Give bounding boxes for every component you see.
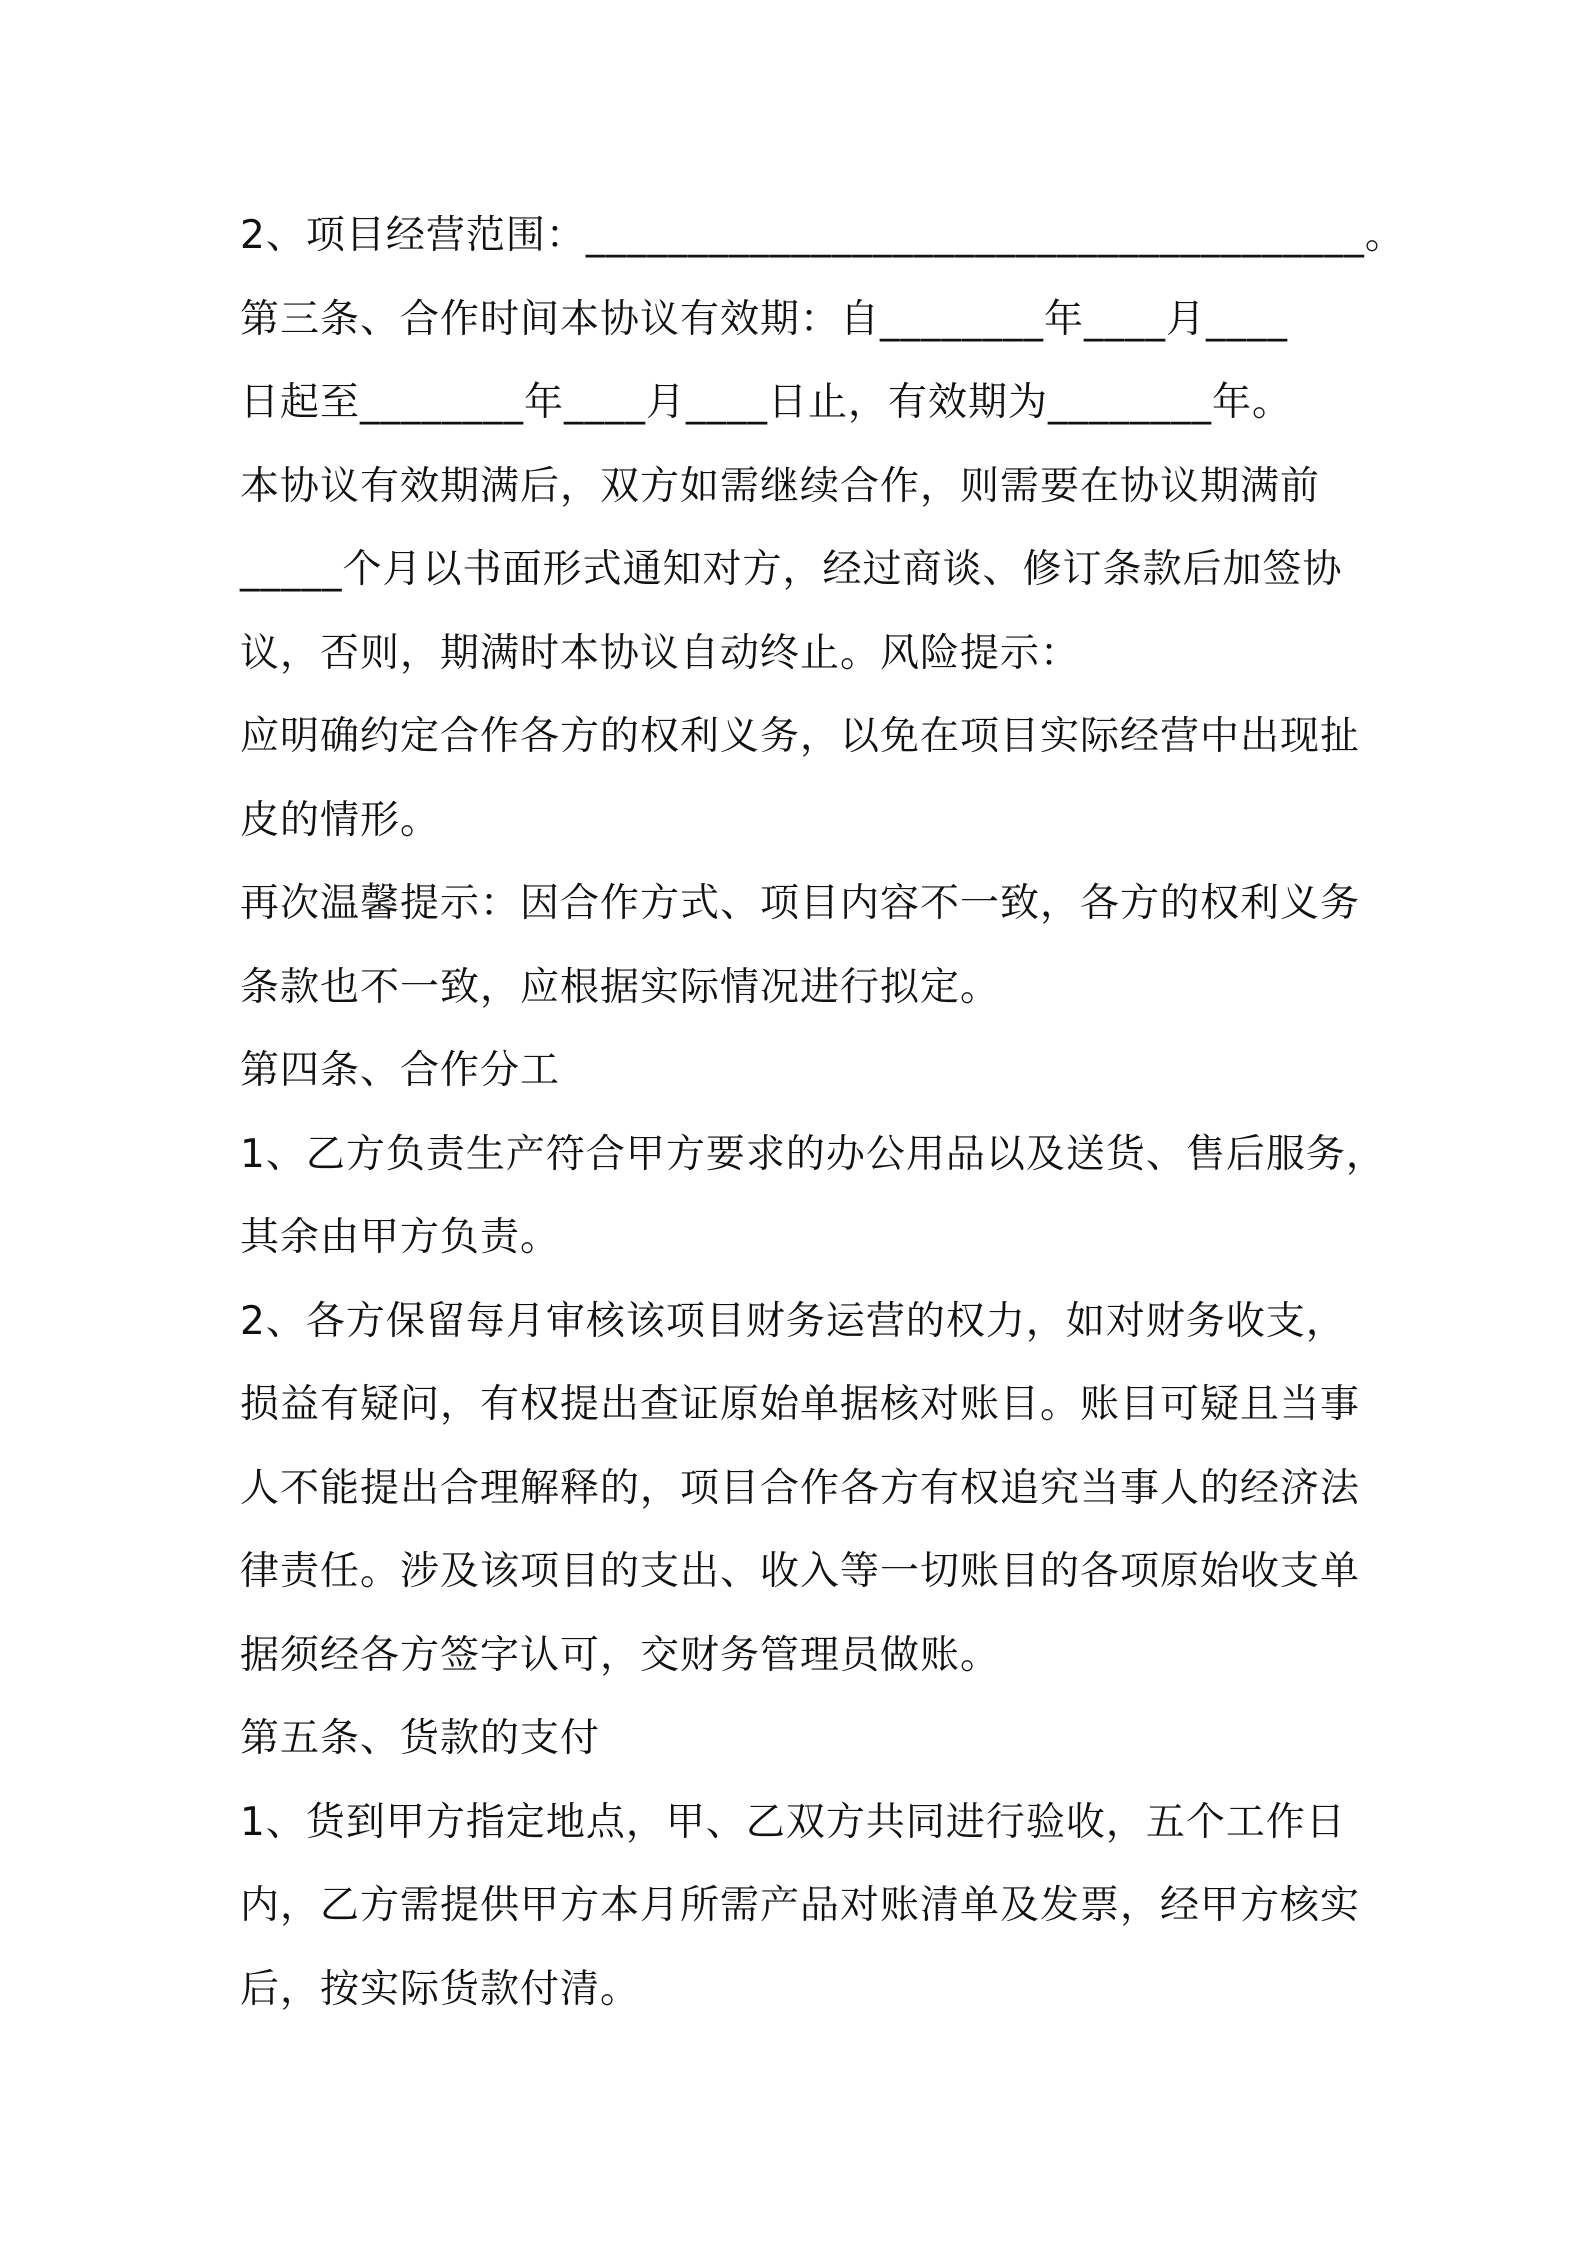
- text-line: 据须经各方签字认可，交财务管理员做账。: [240, 1632, 1001, 1678]
- text-line: 其余由甲方负责。: [240, 1215, 561, 1260]
- text-line: 条款也不一致，应根据实际情况进行拟定。: [240, 964, 1001, 1010]
- text-line: 后，按实际货款付清。: [240, 1966, 641, 2012]
- text-line: 2、项目经营范围：______________________________________。: [240, 213, 1405, 258]
- section-heading: 第四条、合作分工: [240, 1048, 561, 1093]
- text-line: 律责任。涉及该项目的支出、收入等一切账目的各项原始收支单: [240, 1549, 1361, 1594]
- text-line: 损益有疑问，有权提出查证原始单据核对账目。账目可疑且当事: [240, 1382, 1361, 1427]
- text-line: 2、各方保留每月审核该项目财务运营的权力，如对财务收支，: [240, 1298, 1346, 1344]
- text-line: _____个月以书面形式通知对方，经过商谈、修订条款后加签协: [240, 547, 1343, 592]
- text-line: 1、货到甲方指定地点，甲、乙双方共同进行验收，五个工作日: [240, 1799, 1346, 1845]
- text-line: 日起至________年____月____日止，有效期为________年。: [240, 380, 1293, 425]
- text-line: 应明确约定合作各方的权利义务，以免在项目实际经营中出现扯: [240, 714, 1361, 759]
- text-line: 皮的情形。: [240, 797, 441, 843]
- section-heading: 第五条、货款的支付: [240, 1716, 601, 1761]
- text-line: 再次温馨提示：因合作方式、项目内容不一致，各方的权利义务: [240, 881, 1361, 926]
- document-body: [240, 194, 1405, 2031]
- text-line: 人不能提出合理解释的，项目合作各方有权追究当事人的经济法: [240, 1465, 1361, 1511]
- text-line: 议，否则，期满时本协议自动终止。风险提示：: [240, 630, 1081, 676]
- text-line: 第三条、合作时间本协议有效期：自________年____月____: [240, 296, 1289, 342]
- text-line: 1、乙方负责生产符合甲方要求的办公用品以及送货、售后服务，: [240, 1131, 1386, 1177]
- text-line: 内，乙方需提供甲方本月所需产品对账清单及发票，经甲方核实: [240, 1883, 1361, 1928]
- text-line: 本协议有效期满后，双方如需继续合作，则需要在协议期满前: [240, 463, 1321, 509]
